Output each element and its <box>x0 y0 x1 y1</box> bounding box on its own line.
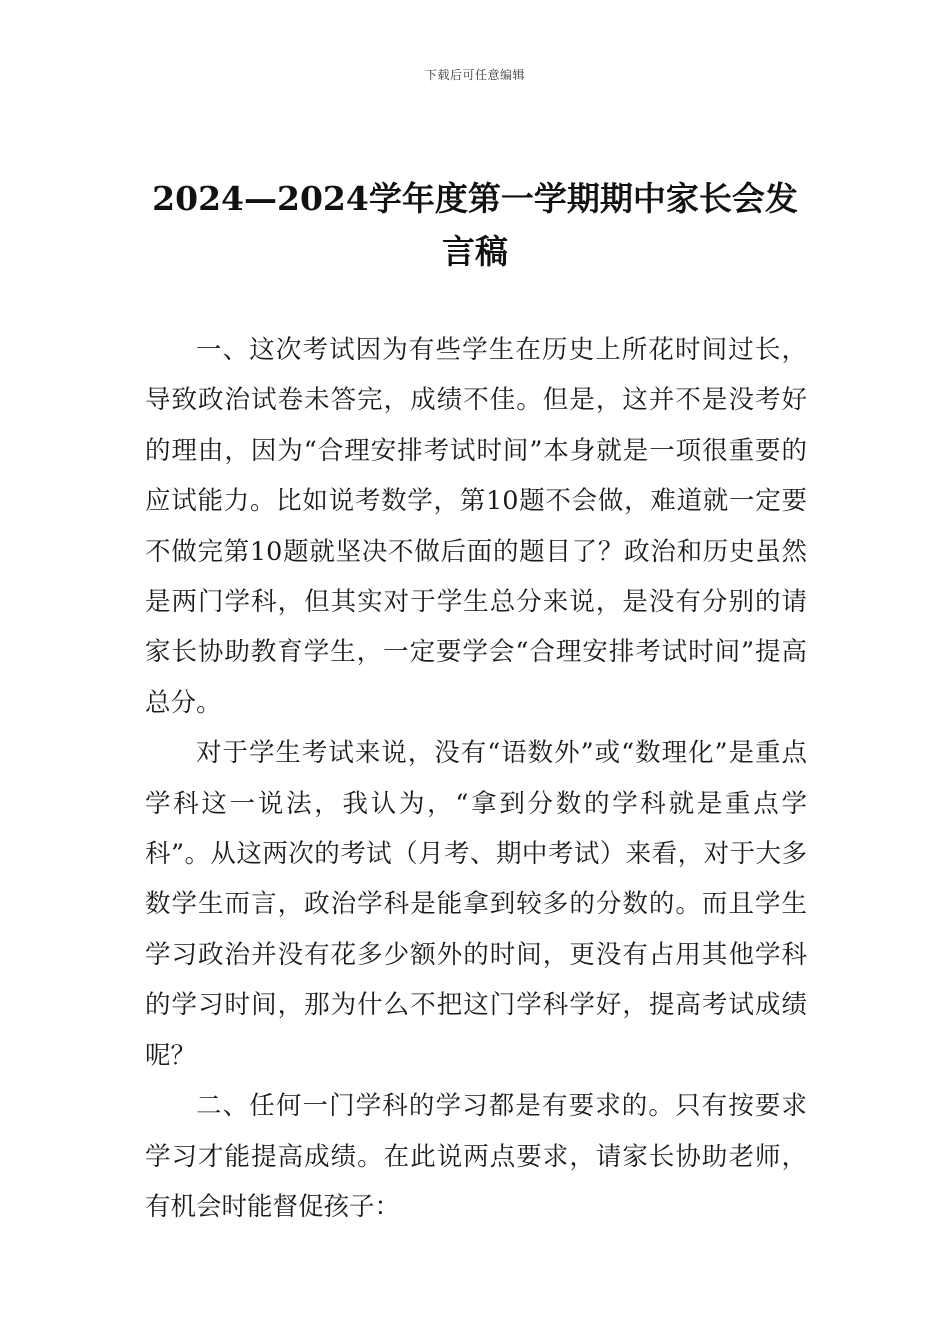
document-body <box>145 325 807 1232</box>
paragraph-3: 二、任何一门学科的学习都是有要求的。只有按要求学习才能提高成绩。在此说两点要求，请家长协助老师，有机会时能督促孩子： <box>145 1091 807 1222</box>
document-title: 2024—2024学年度第一学期期中家长会发言稿 <box>152 179 798 271</box>
paragraph-1: 一、这次考试因为有些学生在历史上所花时间过长，导致政治试卷未答完，成绩不佳。但是，这并不是没考好的理由，因为“合理安排考试时间”本身就是一项很重要的应试能力。比如说考数学，第10题不会做，难道就一定要不做完第10题就坚决不做后面的题目了？政治和历史虽然是两门学科，但其实对于学生总分来说，是没有分别的请家长协助教育学生，一定要学会“合理安排考试时间”提高总分。 <box>145 335 807 718</box>
paragraph-2: 对于学生考试来说，没有“语数外”或“数理化”是重点学科这一说法，我认为，“拿到分数的学科就是重点学科”。从这两次的考试（月考、期中考试）来看，对于大多数学生而言，政治学科是能拿到较多的分数的。而且学生学习政治并没有花多少额外的时间，更没有占用其他学科的学习时间，那为什么不把这门学科学好，提高考试成绩呢？ <box>145 738 807 1071</box>
header-note: 下载后可任意编辑 <box>424 68 525 82</box>
